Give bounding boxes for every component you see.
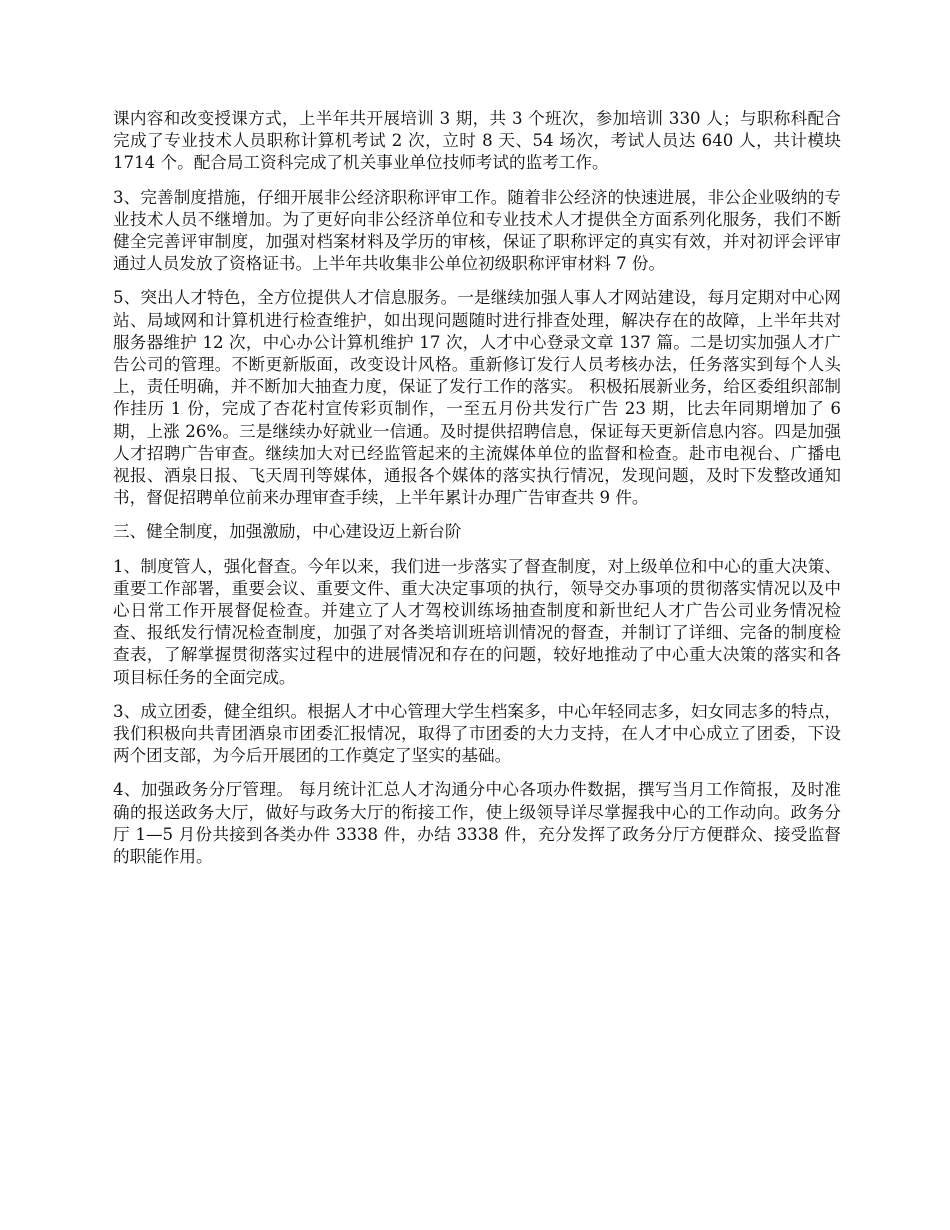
paragraph-supervision: 1、制度管人，强化督查。今年以来，我们进一步落实了督查制度，对上级单位和中心的重大决策、重要工作部署，重要会议、重要文件、重大决定事项的执行，领导交办事项的贯彻落实情况以及中心日常工作开展督促检查。并建立了人才驾校训练场抽查制度和新世纪人才广告公司业务情况检查、报纸发行情况检查制度，加强了对各类培训班培训情况的督查，并制订了详细、完备的制度检查表，了解掌握贯彻落实过程中的进展情况和存在的问题，较好地推动了中心重大决策的落实和各项目标任务的全面完成。 xyxy=(113,556,841,687)
paragraph-title-review: 3、完善制度措施，仔细开展非公经济职称评审工作。随着非公经济的快速进展，非公企业吸纳的专业技术人员不继增加。为了更好向非公经济单位和专业技术人才提供全方面系列化服务，我们不断健全完善评审制度，加强对档案材料及学历的审核，保证了职称评定的真实有效，并对初评会评审通过人员发放了资格证书。上半年共收集非公单位初级职称评审材料 7 份。 xyxy=(113,187,841,274)
document-page xyxy=(113,108,841,880)
paragraph-training-summary: 课内容和改变授课方式，上半年共开展培训 3 期，共 3 个班次，参加培训 330 人；与职称科配合完成了专业技术人员职称计算机考试 2 次，立时 8 天、54 场次，考试人员达 640 人，共计模块 1714 个。配合局工资科完成了机关事业单位技师考试的监考工作。 xyxy=(113,109,841,173)
paragraph-talent-info-service: 5、突出人才特色，全方位提供人才信息服务。一是继续加强人事人才网站建设，每月定期对中心网站、局域网和计算机进行检查维护，如出现问题随时进行排查处理，解决存在的故障，上半年共对服务器维护 12 次，中心办公计算机维护 17 次，人才中心登录文章 137 篇。二是切实加强人才广告公司的管理。不断更新版面，改变设计风格。重新修订发行人员考核办法，任务落实到每个人头上，责任明确，并不断加大抽查力度，保证了发行工作的落实。 积极拓展新业务，给区委组织部制作挂历 1 份，完成了杏花村宣传彩页制作，一至五月份共发行广告 23 期，比去年同期增加了 6 期，上涨 26%。三是继续办好就业一信通。及时提供招聘信息，保证每天更新信息内容。四是加强人才招聘广告审查。继续加大对已经监管起来的主流媒体单位的监督和检查。赴市电视台、广播电视报、酒泉日报、飞天周刊等媒体，通报各个媒体的落实执行情况，发现问题，及时下发整改通知书，督促招聘单位前来办理审查手续，上半年累计办理广告审查共 9 件。 xyxy=(113,288,841,508)
paragraph-government-hall: 4、加强政务分厅管理。 每月统计汇总人才沟通分中心各项办件数据，撰写当月工作简报，及时准确的报送政务大厅，做好与政务大厅的衔接工作，使上级领导详尽掌握我中心的工作动向。政务分厅 1—5 月份共接到各类办件 3338 件，办结 3338 件，充分发挥了政务分厅方便群众、接受监督的职能作用。 xyxy=(113,780,841,867)
paragraph-youth-league: 3、成立团委，健全组织。根据人才中心管理大学生档案多，中心年轻同志多，妇女同志多的特点，我们积极向共青团酒泉市团委汇报情况，取得了市团委的大力支持，在人才中心成立了团委，下设两个团支部，为今后开展团的工作奠定了坚实的基础。 xyxy=(113,701,841,766)
section-heading-3: 三、健全制度，加强激励，中心建设迈上新台阶 xyxy=(113,522,462,542)
